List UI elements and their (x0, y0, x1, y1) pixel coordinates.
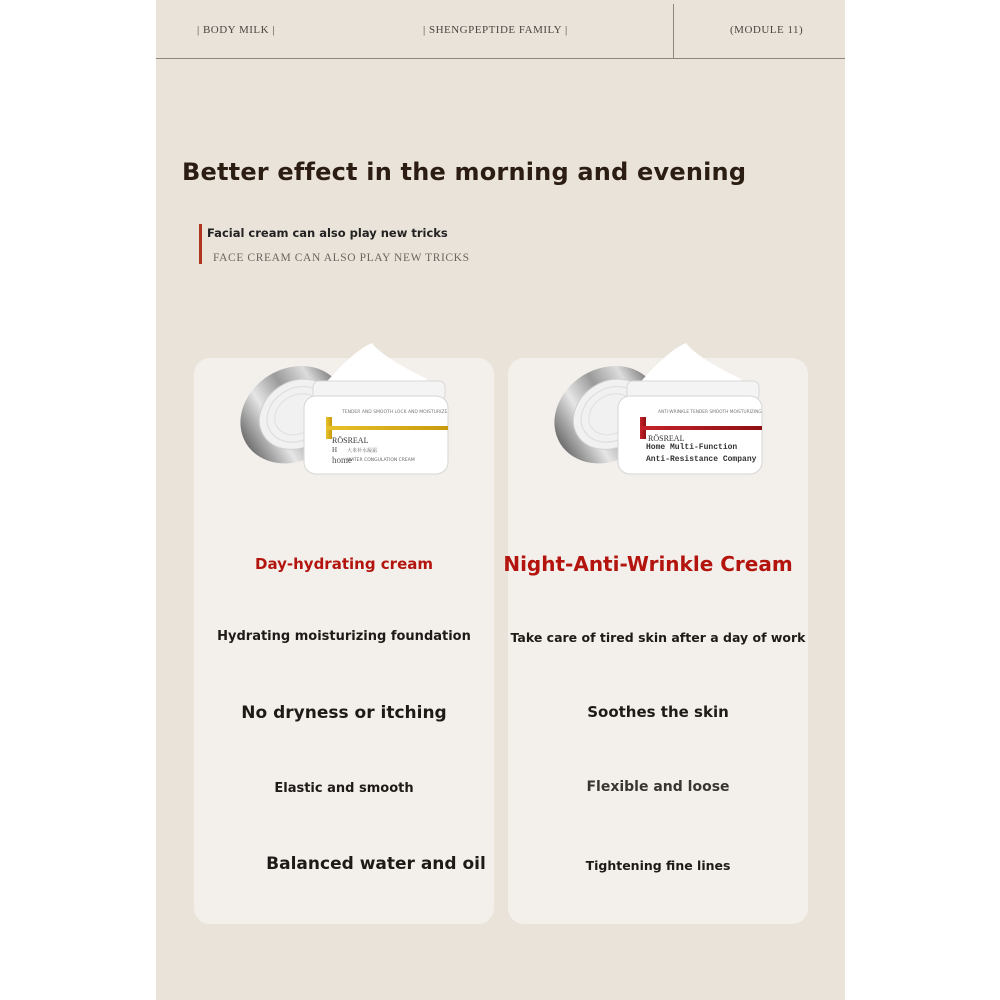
night-feature-3: Flexible and loose (586, 779, 730, 795)
header-module: (MODULE 11) (730, 24, 804, 36)
night-cream-card (503, 358, 808, 924)
night-jar-line2: Anti-Resistance Company (646, 455, 757, 464)
day-jar-home: home (332, 455, 352, 465)
day-feature-4: Balanced water and oil (266, 854, 486, 874)
page-heading: Better effect in the morning and evening (182, 158, 747, 186)
day-jar-tagline: TENDER AND SMOOTH LOCK AND MOISTURIZE (342, 410, 448, 415)
day-jar-sub: WATER CONGULATION CREAM (347, 458, 415, 463)
day-feature-1: Hydrating moisturizing foundation (217, 629, 471, 644)
day-feature-2: No dryness or itching (241, 703, 447, 723)
night-feature-1: Take care of tired skin after a day of work (510, 630, 806, 645)
header-body-milk: | BODY MILK | (197, 24, 276, 36)
night-jar-brand: RÖSREAL (648, 434, 685, 443)
night-jar-line1: Home Multi-Function (646, 443, 738, 452)
top-bar (156, 4, 845, 59)
subheading-bar (199, 224, 202, 264)
subheading: Facial cream can also play new tricks (207, 226, 448, 240)
day-cream-card (194, 358, 494, 924)
night-feature-4: Tightening fine lines (585, 858, 731, 873)
day-cream-jar-image (222, 333, 462, 503)
night-cream-title: Night-Anti-Wrinkle Cream (503, 552, 793, 576)
day-jar-name-cn: 大米补水凝霜 (347, 448, 378, 454)
poster (156, 0, 845, 1000)
day-jar-letter: H (332, 446, 338, 454)
subheading-caps: FACE CREAM CAN ALSO PLAY NEW TRICKS (213, 252, 470, 264)
header-family: | SHENGPEPTIDE FAMILY | (423, 24, 568, 36)
night-cream-jar-image (536, 333, 776, 503)
day-cream-title: Day-hydrating cream (255, 555, 433, 573)
night-feature-2: Soothes the skin (587, 703, 729, 721)
day-jar-brand: RÖSREAL (332, 436, 369, 445)
day-feature-3: Elastic and smooth (274, 781, 414, 796)
night-jar-tagline: ANTI-WRINKLE TENDER SMOOTH MOISTURIZING (658, 410, 762, 415)
header-divider (673, 4, 674, 58)
